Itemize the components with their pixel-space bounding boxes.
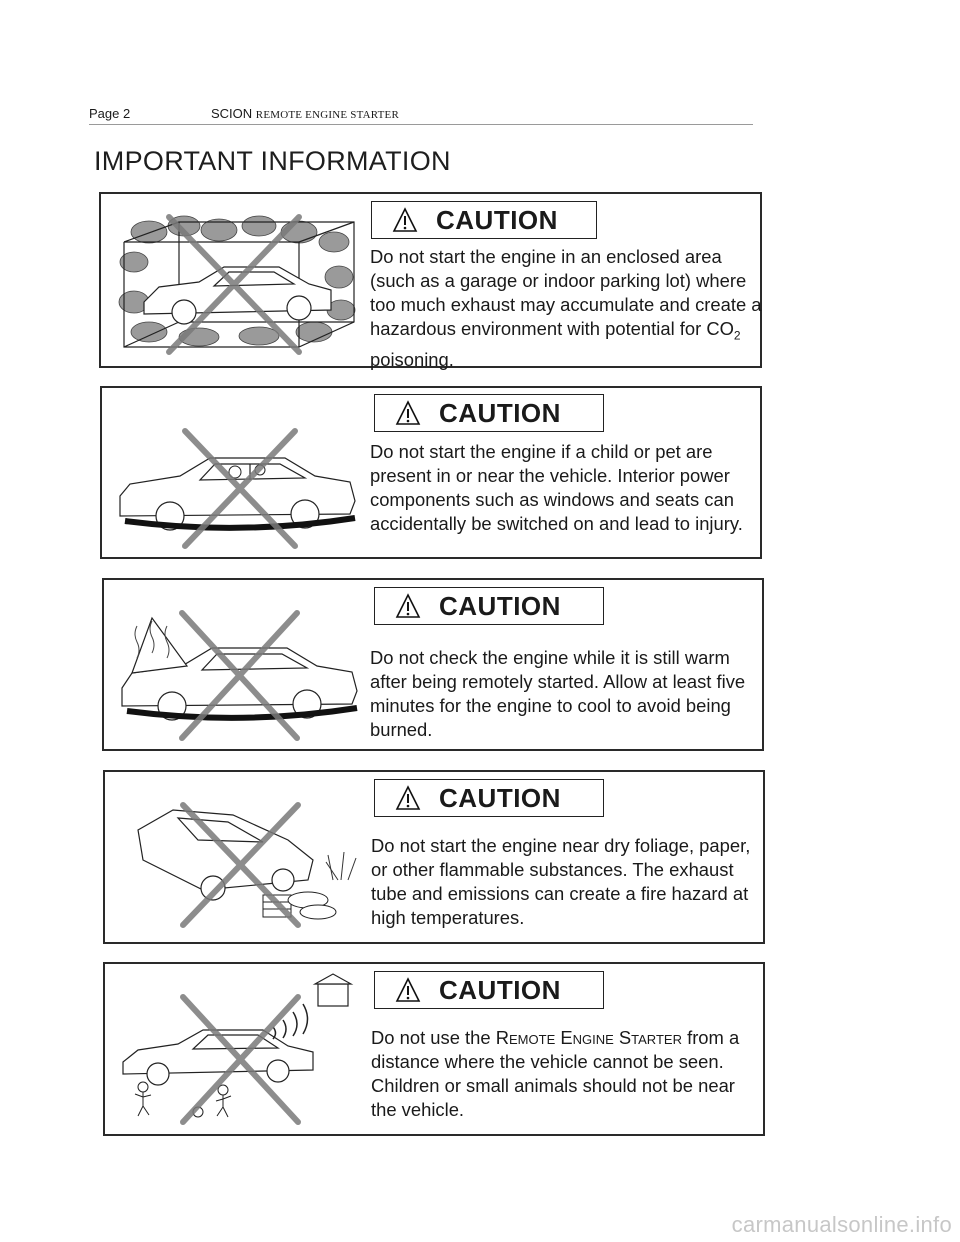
watermark: carmanualsonline.info [731,1212,952,1237]
caution-text-warm-engine: Do not check the engine while it is still warm after being remotely started. Allow at least five minutes for the engine to cool to avoid being burned. [370,647,746,740]
caution-text-rest: from a distance where the vehicle cannot be seen. Children or small animals should not be near the vehicle. [371,1027,740,1120]
car-with-child-pet-illustration [110,396,360,551]
warning-triangle-icon [392,207,418,233]
caution-label-box [374,779,604,817]
caution-text-flammable: Do not start the engine near dry foliage, paper, or other flammable substances. The exhaust tube and emissions can create a fire hazard at high temperatures. [371,835,751,928]
page-header [89,106,753,125]
caution-label: CAUTION [439,783,561,813]
warning-triangle-icon [395,977,421,1003]
caution-label: CAUTION [436,205,558,235]
caution-label-box [374,394,604,432]
caution-label-box [371,201,597,239]
caution-label-box [374,587,604,625]
caution-text-child-pet: Do not start the engine if a child or pet are present in or near the vehicle. Interior power components such as windows and seats can accidentally be switched on and lead to injury. [370,441,743,534]
warning-triangle-icon [395,400,421,426]
caution-panel-child-pet [100,386,762,559]
caution-label: CAUTION [439,591,561,621]
caution-text-end: poisoning. [370,348,454,370]
brand-name: SCION [211,106,253,121]
caution-panel-distance [103,962,765,1136]
product-name-inline: Remote Engine Starter [495,1027,682,1048]
caution-label: CAUTION [439,975,561,1005]
caution-label-box [374,971,604,1009]
caution-text-start: Do not use the [371,1027,496,1048]
car-remote-distance-illustration [113,972,363,1127]
co2-subscript: 2 [733,328,741,343]
caution-text-main: Do not start the engine in an enclosed area (such as a garage or indoor parking lot) where too much exhaust may accumulate and create a hazardous environment with potential for CO [370,246,762,339]
warning-triangle-icon [395,593,421,619]
page-number: Page 2 [89,106,131,121]
caution-text-distance [371,1026,763,1122]
warning-triangle-icon [395,785,421,811]
caution-text-enclosed-area [370,245,762,372]
manual-title [211,106,399,121]
car-near-foliage-illustration [113,780,363,935]
page-title: IMPORTANT INFORMATION [94,146,451,176]
caution-panel-warm-engine [102,578,764,751]
open-hood-car-illustration [112,588,362,743]
garage-exhaust-illustration [109,202,359,357]
caution-panel-flammable [103,770,765,944]
caution-label: CAUTION [439,398,561,428]
product-name: REMOTE ENGINE STARTER [255,109,400,121]
caution-panel-enclosed-area [99,192,762,368]
